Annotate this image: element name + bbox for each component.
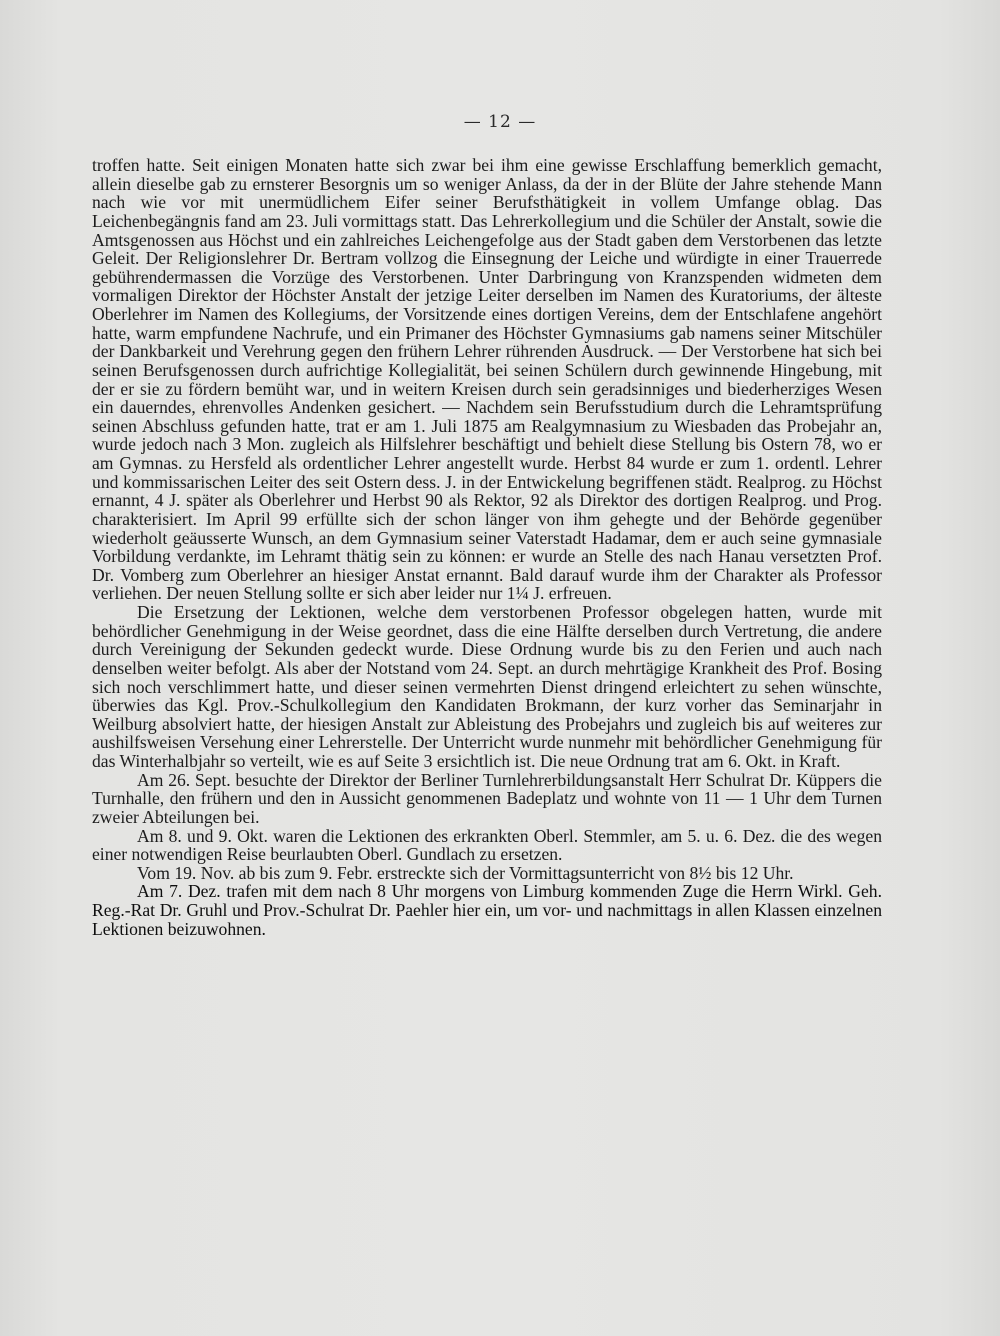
paragraph-lesson-replacement: Die Ersetzung der Lektionen, welche dem verstorbenen Professor obgelegen hatten, wurde mit behördlicher Genehmigung in der Weise geordnet, dass die eine Hälfte derselben durch Vertretung, die andere durch Vereinigung der Sekunden gedeckt wurde. Diese Ordnung wurde bis zu den Ferien und auch nach denselben weiter befolgt. Als aber der Notstand vom 24. Sept. an durch mehrtägige Krankheit des Prof. Bosing sich noch verschlimmert hatte, und dieser seinen vermehrten Dienst dringend erleichtert zu sehen wünschte, überwies das Kgl. Prov.-Schulkollegium den Kandidaten Brokmann, der kurz vorher das Seminarjahr in Weilburg absolviert hatte, der hiesigen Anstalt zur Ableistung des Probejahrs und zugleich bis auf weiteres zur aushilfsweisen Versehung einer Lehrerstelle. Der Unterricht wurde nunmehr mit behördlicher Genehmigung für das Winterhalbjahr so verteilt, wie es auf Seite 3 ersichtlich ist. Die neue Ordnung trat am 6. Okt. in Kraft. <box>92 602 882 771</box>
paragraph-visit-december: Am 7. Dez. trafen mit dem nach 8 Uhr morgens von Limburg kommenden Zuge die Herrn Wirkl. Geh. Reg.-Rat Dr. Gruhl und Prov.-Schulrat Dr. Paehler hier ein, um vor- und nachmittags in allen Klassen einzelnen Lektionen beizuwohnen. <box>92 881 882 939</box>
page-number: — 12 — <box>463 112 537 132</box>
paragraph-visit-kueppers: Am 26. Sept. besuchte der Direktor der Berliner Turnlehrerbildungsanstalt Herr Schulrat Dr. Küppers die Turnhalle, den frühern und den in Aussicht genommenen Badeplatz und wohnte von 11 — 1 Uhr dem Turnen zweier Abteilungen bei. <box>92 769 882 827</box>
paragraph-lessons-october: Am 8. und 9. Okt. waren die Lektionen des erkrankten Oberl. Stemmler, am 5. u. 6. Dez. die des wegen einer notwendigen Reise beurlaubten Oberl. Gundlach zu ersetzen. <box>92 825 882 865</box>
paragraph-obituary: troffen hatte. Seit einigen Monaten hatte sich zwar bei ihm eine gewisse Erschlaffung bemerklich gemacht, allein dieselbe gab zu ernsterer Besorgnis um so weniger Anlass, da der in der Blüte der Jahre stehende Mann nach wie vor mit unermüdlichem Eifer seiner Berufsthätigkeit in vollem Umfange oblag. Das Leichenbegängnis fand am 23. Juli vormittags statt. Das Lehrerkollegium und die Schüler der Anstalt, sowie die Amtsgenossen aus Höchst und ein zahlreiches Leichengefolge aus der Stadt gaben dem Verstorbenen das letzte Geleit. Der Religionslehrer Dr. Bertram vollzog die Einsegnung der Leiche und würdigte in einer Trauerrede gebührendermassen die Vorzüge des Verstorbenen. Unter Darbringung von Kranzspenden widmeten dem vormaligen Direktor der Höchster Anstalt der jetzige Leiter derselben im Namen des Kuratoriums, der älteste Oberlehrer im Namen des Kollegiums, der Vorsitzende eines dortigen Vereins, dem der Entschlafene angehört hatte, warm empfundene Nachrufe, und ein Primaner des Höchster Gymnasiums gab namens seiner Mitschüler der Dankbarkeit und Verehrung gegen den frühern Lehrer rührenden Ausdruck. — Der Verstorbene hat sich bei seinen Berufsgenossen durch aufrichtige Kollegialität, bei seinen Schülern durch gewinnende Hingebung, mit der er sie zu fördern bemüht war, und in weitern Kreisen durch sein geradsinniges und biederherziges Wesen ein dauerndes, ehrenvolles Andenken gesichert. — Nachdem sein Berufsstudium durch die Lehramtsprüfung seinen Abschluss gefunden hatte, trat er am 1. Juli 1875 am Realgymnasium zu Wiesbaden das Probejahr an, wurde jedoch nach 3 Mon. zugleich als Hilfslehrer beschäftigt und behielt diese Stellung bis Ostern 78, wo er am Gymnas. zu Hersfeld als ordentlicher Lehrer angestellt wurde. Herbst 84 wurde er zum 1. ordentl. Lehrer und kommissarischen Leiter des seit Ostern dess. J. in der Entwickelung begriffenen städt. Realprog. zu Höchst ernannt, 4 J. später als Oberlehrer und Herbst 90 als Rektor, 92 als Direktor des dortigen Realprog. und Prog. charakterisiert. Im April 99 erfüllte sich der schon länger von ihm gehegte und der Behörde gegenüber wiederholt geäusserte Wunsch, an dem Gymnasium seiner Vaterstadt Hadamar, dem er auch seine gymnasiale Vorbildung verdankte, im Lehramt thätig sein zu können: er wurde an Stelle des nach Hanau versetzten Prof. Dr. Vomberg zum Oberlehrer an hiesiger Anstat ernannt. Bald darauf wurde ihm der Charakter als Professor verliehen. Der neuen Stellung sollte er sich aber leider nur 1¼ J. erfreuen. <box>92 155 882 604</box>
body-text <box>92 156 882 938</box>
paragraph-morning-schedule: Vom 19. Nov. ab bis zum 9. Febr. erstreckte sich der Vormittagsunterricht von 8½ bis 12 Uhr. <box>137 862 794 883</box>
